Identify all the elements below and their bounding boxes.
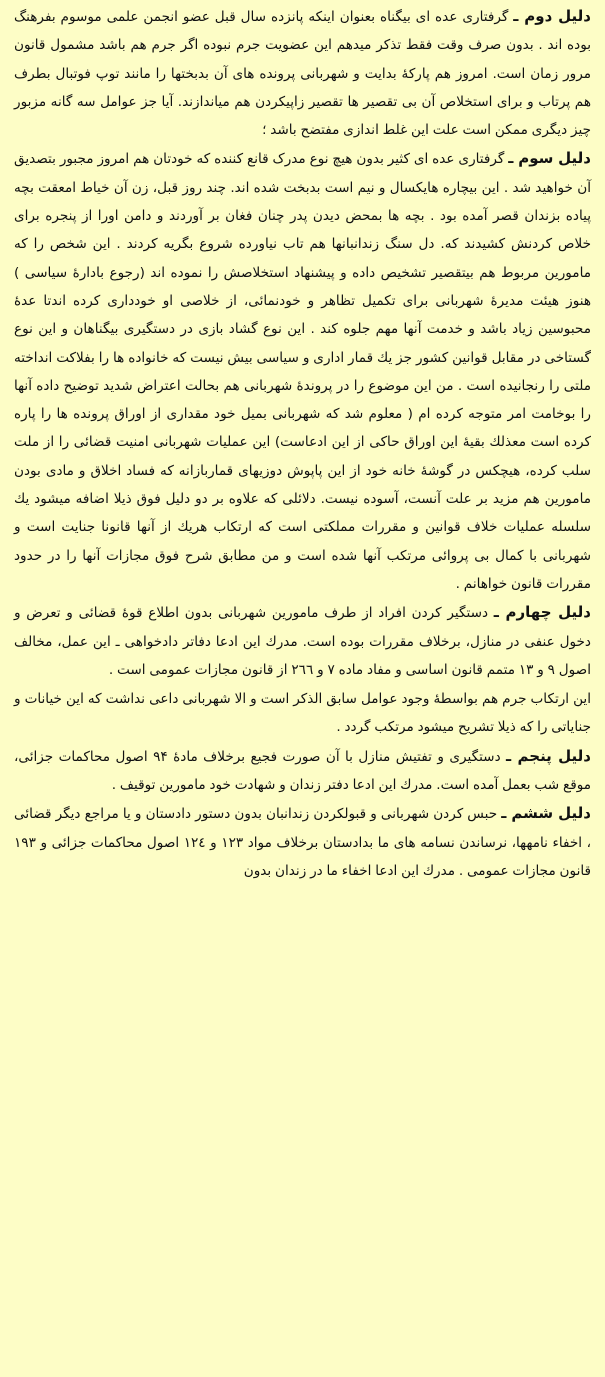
paragraph-text: این ارتکاب جرم هم بواسطهٔ وجود عوامل سابق الذکر است و الا شهربانی داعی نداشت که این خیانات و جنایاتی را که ذیلا تشریح میشود مرتکب گردد . [14,691,591,736]
paragraph-text: گرفتاری عده ای کثیر بدون هیچ نوع مدرک قانع کننده که خودتان هم امروز مجبور بتصدیق آن خواهید شد . این بیچاره هایکسال و نیم است بدبخت شده اند. چند روز قبل، زن آن خیاط امعقت بچه پیاده بزندان قصر آمده بود . بچه ها بمحض دیدن پدر چنان فغان بر آوردند و دامن اورا از پنجره برای خلاص کردنش کشیدند که. دل سنگ زندانبانها هم تاب نیاورده شروع بگریه کردند . این شخص را که مامورین مربوط هم بیتقصیر تشخیص داده و پیشنهاد استخلاصش را نموده اند (رجوع بادارهٔ سیاسی ) هنوز هیئت مدیرهٔ شهربانی برای تکمیل تظاهر و خودنمائی، از خلاصی او خودداری کرده اندتا عدهٔ محبوسین زیاد باشد و خدمت آنها مهم جلوه کند . این نوع گشاد بازی در دستگیری بیگناهان و این نوع گستاخی در مقابل قوانین کشور جز یك قمار اداری و سیاسی بیش نیست که خانواده ها را بفلاکت انداخته ملتی را رنجانیده است . من این موضوع را در پروندهٔ شهربانی هم بحالت اعتراض شدید توضیح داده آنها را بوخامت امر متوجه کرده ام ( معلوم شد که شهربانی بمیل خود مقداری از اوراق پرونده ها را پاره کرده است معذلك بقیهٔ این اوراق حاکی از این ادعاست) این عملیات شهربانی امنیت قضائی را از ملت سلب کرده، هیچکس در گوشهٔ خانه خود از این پاپوش دوزیهای قماربازانه که فساد اخلاق و مادی بودن مامورین هم مزید بر علت آنست، آسوده نیست. دلائلی که علاوه بر دو دلیل فوق ذیلا اضافه میشود یك سلسله عملیات خلاف قوانین و مقررات مملکتی است که ارتکاب هریك از آنها قانونا جنایت است و شهربانی با کمال بی پروائی مرتکب آنها شده است و من مطابق شرح فوق مجازات آنها را در حدود مقررات قانون خواهانم . [14,151,591,592]
paragraph-text: گرفتاری عده ای بیگناه بعنوان اینکه پانزده سال قبل عضو انجمن علمی موسوم بفرهنگ بوده اند . بدون صرف وقت فقط تذکر میدهم این عضویت جرم نبوده اگر جرم هم باشد مشمول قانون مرور زمان است. امروز هم پارکهٔ بدایت و شهربانی پرونده های آن بدبختها را مانند توپ فوتبال بطرف هم پرتاب و برای استخلاص آن بی تقصیر ها تقصیر زاپیکردن هم میاندازند. آیا جز عوامل سه گانه مزبور چیز دیگری ممکن است علت این غلط اندازی مفتضح باشد ؛ [14,9,591,139]
paragraph-reason-4 [14,598,591,684]
paragraph-heading: دلیل چهارم ـ [493,603,591,622]
paragraph-text: دستگیر کردن افراد از طرف مامورین شهربانی بدون اطلاع قوهٔ قضائی و تعرض و دخول عنفی در منازل، برخلاف مقررات بوده است. مدرك این ادعا دفاتر دادخواهی ـ این عمل، مخالف اصول ۹ و ۱۳ متمم قانون اساسی و مفاد ماده ۷ و ۲٦٦ از قانون مجازات عمومی است . [14,605,591,678]
paragraph-heading: دلیل دوم ـ [513,7,591,25]
paragraph-heading: دلیل پنجم ـ [506,746,591,765]
paragraph-heading: دلیل ششم ـ [501,804,591,823]
paragraph-continuation [14,684,591,742]
paragraph-reason-5 [14,742,591,800]
paragraph-reason-3 [14,144,591,598]
paragraph-reason-2 [14,2,591,144]
paragraph-heading: دلیل سوم ـ [508,149,591,168]
paragraph-text: حبس کردن شهربانی و قبولکردن زندانبان بدون دستور دادستان و یا مراجع دیگر قضائی ، اخفاء نامهها، نرساندن نسامه های ما بدادستان برخلاف مواد ۱۲۳ و ۱۲٤ اصول محاکمات جزائی و ۱۹۳ قانون مجازات عمومی . مدرك این ادعا اخفاء ما در زندان بدون [14,806,591,879]
paragraph-reason-6 [14,799,591,885]
paragraph-text: دستگیری و تفتیش منازل با آن صورت فجیع برخلاف مادهٔ ۹۴ اصول محاکمات جزائی، موقع شب بعمل آمده است. مدرك این ادعا دفتر زندان و شهادت خود مامورین توقیف . [14,748,591,794]
